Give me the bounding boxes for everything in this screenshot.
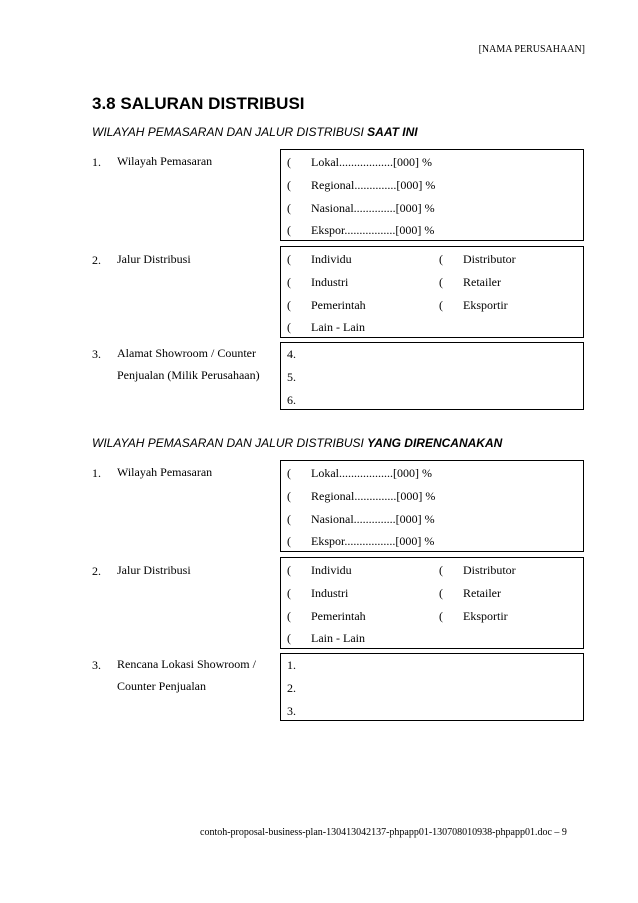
checkbox-paren[interactable]: ( — [439, 609, 443, 623]
subtitle-current-emphasis: SAAT INI — [367, 125, 418, 139]
option-label: Retailer — [463, 586, 501, 600]
options-box-wilayah-plan — [280, 460, 584, 552]
row-num: 3. — [92, 658, 101, 672]
address-line: 6. — [287, 393, 296, 407]
checkbox-paren[interactable]: ( — [287, 466, 291, 480]
checkbox-paren[interactable]: ( — [287, 609, 291, 623]
option-label: Lain - Lain — [311, 320, 365, 334]
row-label: Jalur Distribusi — [117, 252, 191, 266]
checkbox-paren[interactable]: ( — [287, 298, 291, 312]
option-label: Eksportir — [463, 609, 508, 623]
location-box[interactable] — [280, 653, 584, 721]
checkbox-paren[interactable]: ( — [439, 252, 443, 266]
row-num: 1. — [92, 155, 101, 169]
option-label: Nasional..............[000] % — [311, 512, 435, 526]
checkbox-paren[interactable]: ( — [287, 563, 291, 577]
checkbox-paren[interactable]: ( — [287, 275, 291, 289]
checkbox-paren[interactable]: ( — [287, 178, 291, 192]
checkbox-paren[interactable]: ( — [287, 631, 291, 645]
checkbox-paren[interactable]: ( — [287, 252, 291, 266]
row-num: 2. — [92, 564, 101, 578]
checkbox-paren[interactable]: ( — [287, 586, 291, 600]
option-label: Regional..............[000] % — [311, 489, 436, 503]
subtitle-current — [92, 125, 418, 139]
subtitle-current-prefix: WILAYAH PEMASARAN DAN JALUR DISTRIBUSI — [92, 125, 368, 139]
option-label: Industri — [311, 586, 349, 600]
location-line: 1. — [287, 658, 296, 672]
address-box[interactable] — [280, 342, 584, 410]
option-label: Ekspor.................[000] % — [311, 223, 435, 237]
row-num: 3. — [92, 347, 101, 361]
option-label: Industri — [311, 275, 349, 289]
row-label: Wilayah Pemasaran — [117, 154, 213, 168]
option-label: Retailer — [463, 275, 501, 289]
row-label: Alamat Showroom / Counter Penjualan (Milik Perusahaan) — [117, 346, 260, 382]
row-label: Wilayah Pemasaran — [117, 465, 213, 479]
option-label: Distributor — [463, 252, 516, 266]
option-label: Lokal..................[000] % — [311, 466, 432, 480]
subtitle-planned — [92, 436, 502, 450]
option-label: Regional..............[000] % — [311, 178, 436, 192]
option-label: Distributor — [463, 563, 516, 577]
address-line: 4. — [287, 347, 296, 361]
checkbox-paren[interactable]: ( — [287, 512, 291, 526]
option-label: Nasional..............[000] % — [311, 201, 435, 215]
option-label: Eksportir — [463, 298, 508, 312]
section-title: 3.8 SALURAN DISTRIBUSI — [92, 94, 305, 113]
checkbox-paren[interactable]: ( — [439, 275, 443, 289]
location-line: 3. — [287, 704, 296, 718]
row-label: Rencana Lokasi Showroom / Counter Penjualan — [117, 657, 256, 693]
option-label: Individu — [311, 563, 352, 577]
option-label: Ekspor.................[000] % — [311, 534, 435, 548]
checkbox-paren[interactable]: ( — [287, 155, 291, 169]
row-num: 2. — [92, 253, 101, 267]
checkbox-paren[interactable]: ( — [287, 320, 291, 334]
options-box-jalur — [280, 246, 584, 338]
option-label: Pemerintah — [311, 298, 366, 312]
options-box-wilayah — [280, 149, 584, 241]
checkbox-paren[interactable]: ( — [439, 298, 443, 312]
subtitle-planned-emphasis: YANG DIRENCANAKAN — [367, 436, 503, 450]
checkbox-paren[interactable]: ( — [439, 586, 443, 600]
checkbox-paren[interactable]: ( — [287, 201, 291, 215]
options-box-jalur-plan — [280, 557, 584, 649]
checkbox-paren[interactable]: ( — [287, 534, 291, 548]
option-label: Pemerintah — [311, 609, 366, 623]
location-line: 2. — [287, 681, 296, 695]
checkbox-paren[interactable]: ( — [439, 563, 443, 577]
option-label: Lain - Lain — [311, 631, 365, 645]
row-label: Jalur Distribusi — [117, 563, 191, 577]
option-label: Individu — [311, 252, 352, 266]
company-header: [NAMA PERUSAHAAN] — [478, 44, 585, 55]
checkbox-paren[interactable]: ( — [287, 223, 291, 237]
address-line: 5. — [287, 370, 296, 384]
option-label: Lokal..................[000] % — [311, 155, 432, 169]
page-footer: contoh-proposal-business-plan-130413042137-phpapp01-130708010938-phpapp01.doc – 9 — [200, 827, 567, 838]
row-num: 1. — [92, 466, 101, 480]
checkbox-paren[interactable]: ( — [287, 489, 291, 503]
subtitle-planned-prefix: WILAYAH PEMASARAN DAN JALUR DISTRIBUSI — [92, 436, 368, 450]
